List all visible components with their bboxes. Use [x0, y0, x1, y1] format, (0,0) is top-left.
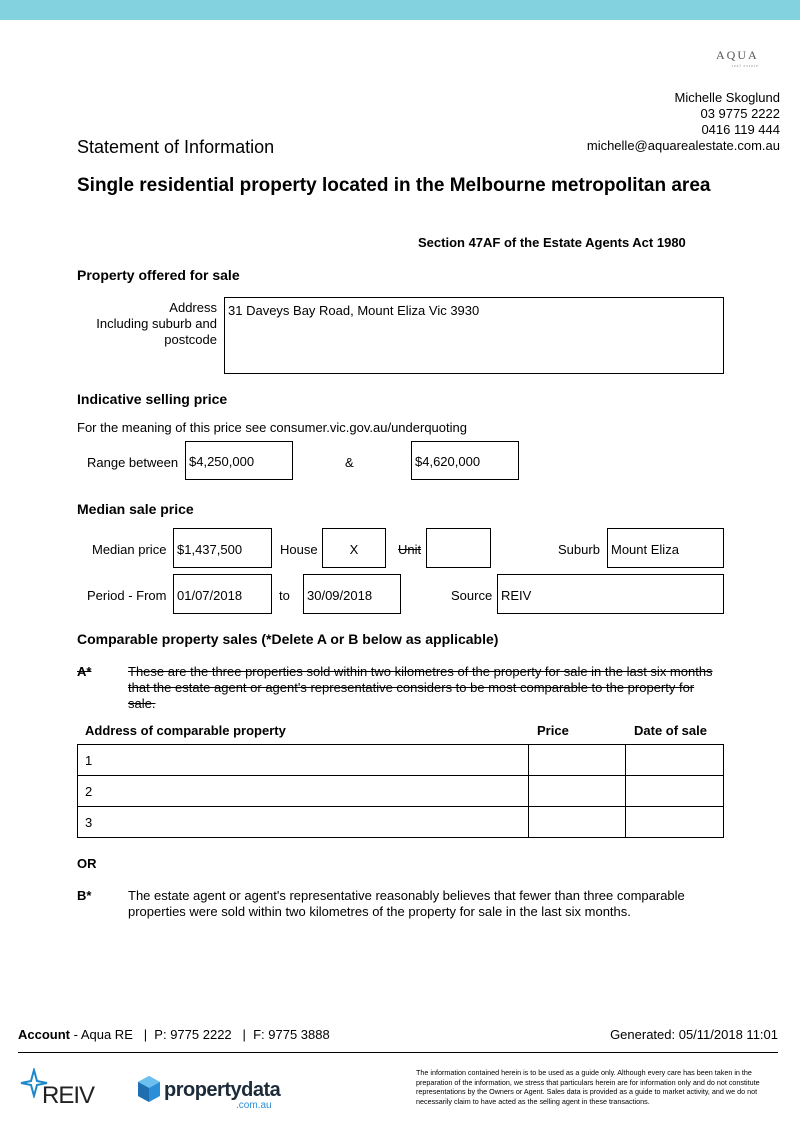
property-heading: Property offered for sale — [77, 267, 240, 283]
table-row — [78, 776, 724, 807]
row-date-cell[interactable] — [626, 745, 724, 776]
row-address-cell[interactable]: 3 — [78, 807, 529, 838]
underquoting-note: For the meaning of this price see consumer.vic.gov.au/underquoting — [77, 420, 467, 435]
row-price-cell[interactable] — [529, 807, 626, 838]
col-date-header: Date of sale — [634, 723, 707, 738]
table-row — [78, 745, 724, 776]
legislation-reference: Section 47AF of the Estate Agents Act 1980 — [418, 235, 686, 250]
propertydata-cube-icon — [136, 1074, 162, 1104]
agent-logo-tagline: real estate — [731, 63, 759, 68]
agent-logo — [716, 48, 759, 68]
top-color-bar — [0, 0, 800, 20]
option-b-text: The estate agent or agent's representative reasonably believes that fewer than three comparable properties were sold within two kilometres of the property for sale in the last six months. — [128, 888, 685, 919]
col-address-header: Address of comparable property — [85, 723, 286, 738]
comparable-heading: Comparable property sales (*Delete A or B below as applicable) — [77, 631, 499, 647]
row-date-cell[interactable] — [626, 807, 724, 838]
median-heading: Median sale price — [77, 501, 194, 517]
contact-email[interactable]: michelle@aquarealestate.com.au — [586, 138, 780, 153]
propertydata-logo-domain: .com.au — [236, 1100, 272, 1111]
row-address-cell[interactable]: 2 — [78, 776, 529, 807]
row-date-cell[interactable] — [626, 776, 724, 807]
propertydata-logo — [136, 1074, 286, 1114]
col-price-header: Price — [537, 723, 569, 738]
address-label-line-2: Including suburb and — [96, 316, 217, 331]
option-a-text: These are the three properties sold within two kilometres of the property for sale in the last six months that the estate agent or agent's representative considers to be most comparable to the property for sale. — [128, 664, 713, 711]
median-price-label: Median price — [92, 542, 167, 557]
footer-generated: Generated: 05/11/2018 11:01 — [610, 1027, 778, 1042]
document-title: Statement of Information — [77, 137, 275, 157]
address-label — [77, 300, 217, 348]
contact-mobile: 0416 119 444 — [701, 122, 780, 137]
footer-divider — [18, 1052, 778, 1053]
suburb-field[interactable]: Mount Eliza — [607, 528, 724, 568]
period-from-label: Period - From — [87, 588, 167, 603]
footer-account — [18, 1027, 330, 1042]
suburb-label: Suburb — [558, 542, 600, 557]
address-label-line-1: Address — [169, 300, 217, 315]
footer-disclaimer: The information contained herein is to be used as a guide only. Although every care has been taken in the preparation of the information, we stress that particulars herein are for information only and do not constitute representations by the Owners or Agent. Sales data is provided as a guide to market activity, and we do not necessarily claim to have acted as the selling agent in these transactions. — [416, 1068, 760, 1106]
footer-account-text: - Aqua RE | P: 9775 2222 | F: 9775 3888 — [70, 1027, 330, 1042]
row-price-cell[interactable] — [529, 776, 626, 807]
main-heading: Single residential property located in the Melbourne metropolitan area — [77, 175, 711, 196]
period-to-label: to — [279, 588, 290, 603]
comparable-sales-table — [77, 744, 724, 838]
reiv-logo — [20, 1068, 100, 1112]
house-label: House — [280, 542, 318, 557]
row-address-cell[interactable]: 1 — [78, 745, 529, 776]
house-field[interactable]: X — [322, 528, 386, 568]
address-label-line-3: postcode — [164, 332, 217, 347]
source-field[interactable]: REIV — [497, 574, 724, 614]
indicative-heading: Indicative selling price — [77, 391, 228, 407]
contact-name: Michelle Skoglund — [674, 90, 780, 105]
unit-label: Unit — [398, 542, 422, 557]
footer-account-label: Account — [18, 1027, 70, 1042]
option-b-label: B* — [77, 888, 92, 903]
period-to-field[interactable]: 30/09/2018 — [303, 574, 401, 614]
period-from-field[interactable]: 01/07/2018 — [173, 574, 272, 614]
agent-logo-name: AQUA — [716, 48, 759, 62]
source-label: Source — [451, 588, 493, 603]
address-field[interactable]: 31 Daveys Bay Road, Mount Eliza Vic 3930 — [224, 297, 724, 374]
price-low-field[interactable]: $4,250,000 — [185, 441, 293, 480]
option-a-label: A* — [77, 664, 92, 679]
unit-field[interactable] — [426, 528, 491, 568]
or-separator: OR — [77, 856, 97, 871]
row-price-cell[interactable] — [529, 745, 626, 776]
table-row — [78, 807, 724, 838]
propertydata-logo-text: propertydata — [164, 1079, 281, 1101]
median-price-field[interactable]: $1,437,500 — [173, 528, 272, 568]
agent-contact — [520, 90, 780, 154]
price-high-field[interactable]: $4,620,000 — [411, 441, 519, 480]
range-ampersand: & — [345, 455, 354, 470]
reiv-logo-text: REIV — [42, 1082, 95, 1109]
range-label: Range between — [87, 455, 179, 470]
contact-phone: 03 9775 2222 — [700, 106, 780, 121]
